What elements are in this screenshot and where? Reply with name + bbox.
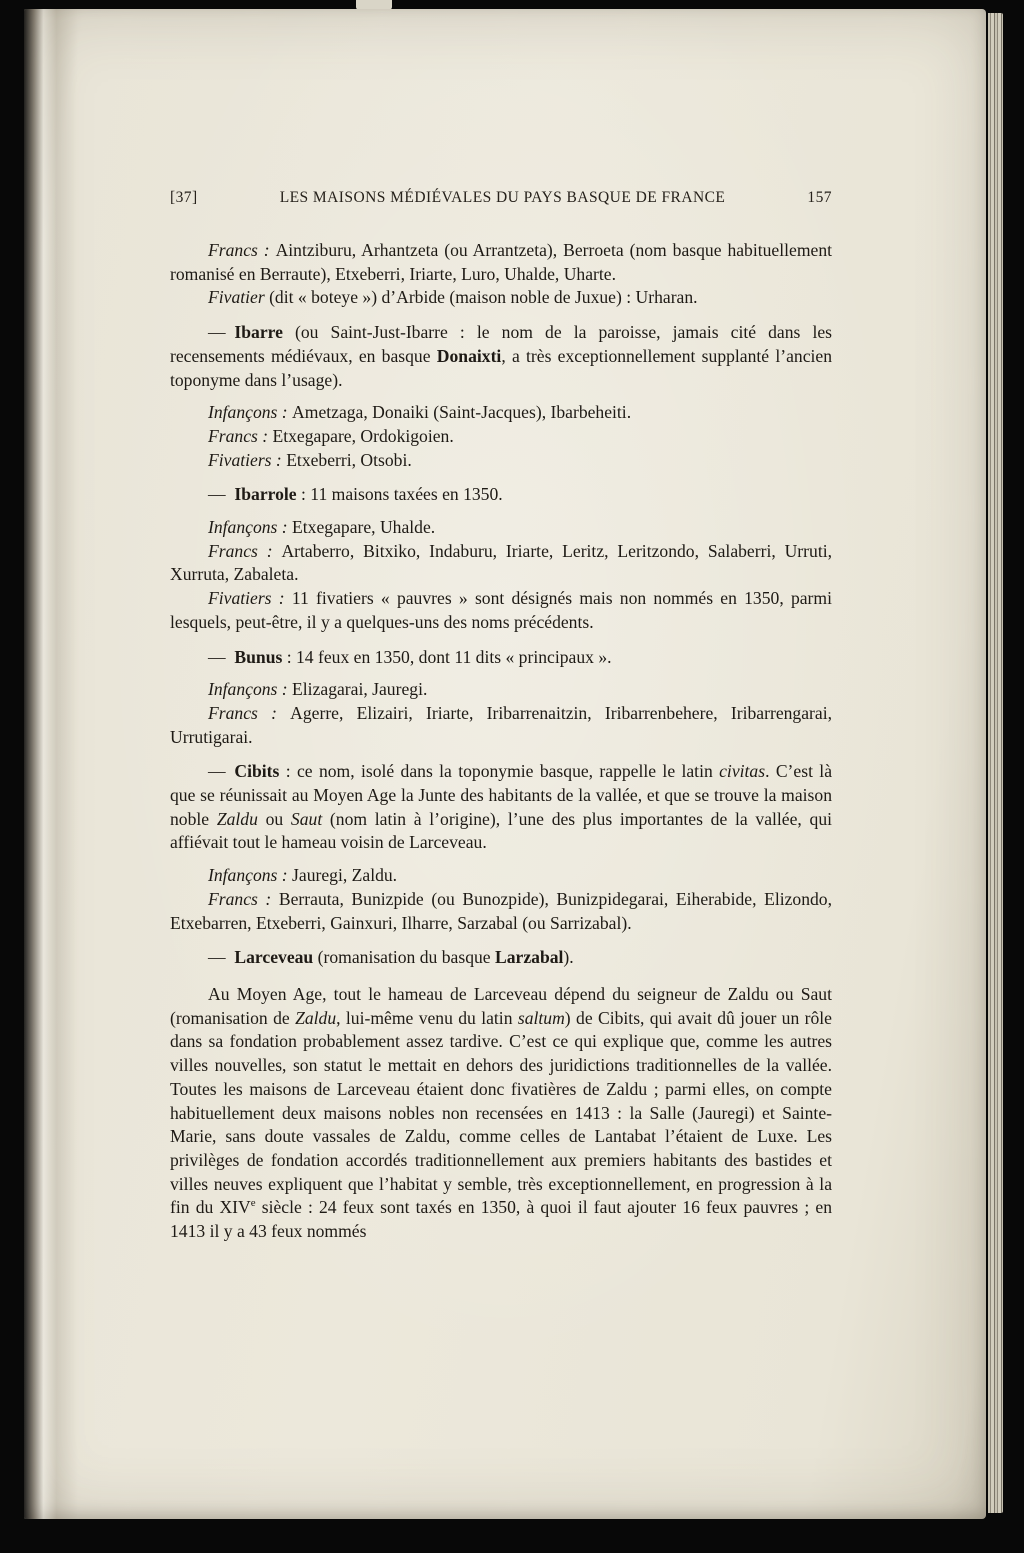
paragraph (170, 983, 832, 1244)
text-segment: (ou Saint-Just-Ibarre : le nom de la paroisse, jamais cité dans les recensements médiévaux, en basque (170, 322, 832, 366)
text-segment: Larzabal (495, 947, 564, 968)
text-segment: Francs : (208, 240, 276, 260)
paragraph (170, 587, 832, 634)
text-segment: Saut (290, 808, 323, 829)
article-bracket-number: [37] (170, 189, 198, 206)
text-segment: Ibarrole (234, 484, 297, 505)
text-segment: civitas (719, 761, 766, 782)
paragraph (170, 516, 832, 540)
text-segment: — (208, 947, 235, 968)
text-segment: Fivatiers : (208, 588, 292, 609)
text-segment: Etxegapare, Ordokigoien. (272, 425, 454, 446)
text-block (170, 189, 832, 1244)
text-segment: : ce nom, isolé dans la toponymie basque, rappelle le latin (279, 761, 720, 782)
text-segment: Francs : (208, 425, 273, 446)
text-segment: siècle : 24 feux sont taxés en 1350, à quoi il faut ajouter 16 feux pauvres ; en 1413 il y a 43 feux nommés (170, 1197, 832, 1242)
paragraph (170, 483, 832, 507)
text-segment: Fivatier (208, 287, 270, 308)
text-segment: Infançons : (208, 402, 293, 423)
text-segment: Berrauta, Bunizpide (ou Bunozpide), Bunizpidegarai, Eiherabide, Elizondo, Etxebarren, Etxeberri, Gainxuri, Ilharre, Sarzabal (ou Sarrizabal). (170, 888, 832, 933)
text-segment: . C’est là que se réunissait au Moyen Age la Junte des habitants de la vallée, et que se trouve la maison noble (170, 761, 833, 829)
book-page (24, 9, 986, 1519)
paragraph (170, 760, 832, 855)
text-segment: Etxegapare, Uhalde. (292, 517, 436, 538)
text-segment: 11 fivatiers « pauvres » sont désignés mais non nommés en 1350, parmi lesquels, peut-être, il y a quelques-uns des noms précédents. (170, 588, 832, 632)
text-segment: ) de Cibits, qui avait dû jouer un rôle dans sa fondation probablement assez tardive. C’est ce qui explique que, comme les autres villes nouvelles, son statut le mettait en dehors des juridictions traditionnelles de la vallée. Toutes les maisons de Larceveau étaient donc fivatières de Zaldu ; parmi elles, on compte habituellement deux maisons nobles non recensées en 1413 : la Salle (Jauregi) et Sainte-Marie, sans doute vassales de Zaldu, comme celles de Lantabat l’étaient de Luxe. Les privilèges de fondation accordés traditionnellement aux premiers habitants des bastides et villes neuves expliquent que l’habitat y semble, très exceptionnellement, en progression à la fin du XIV (170, 1007, 832, 1218)
text-segment: saltum (517, 1007, 565, 1028)
text-segment: : 14 feux en 1350, dont 11 dits « principaux ». (282, 646, 612, 667)
text-segment: Agerre, Elizairi, Iriarte, Iribarrenaitzin, Iribarrenbehere, Iribarrengarai, Urrutigarai. (170, 702, 832, 747)
text-segment: — (208, 484, 235, 505)
page-number: 157 (807, 189, 832, 206)
paragraph (170, 702, 832, 749)
text-segment: — (208, 761, 235, 782)
body-text (170, 239, 832, 1244)
text-segment: Au Moyen Age, tout le hameau de Larceveau dépend du seigneur de Zaldu ou Saut (romanisation de (170, 983, 832, 1028)
text-segment: , lui-même venu du latin (336, 1007, 518, 1028)
text-segment: Francs : (208, 540, 282, 561)
text-segment: Ibarre (234, 322, 283, 343)
text-segment: Infançons : (208, 679, 293, 700)
text-segment: (dit « boteye ») d’Arbide (maison noble de Juxue) : Urharan. (269, 287, 698, 308)
paragraph (170, 449, 832, 473)
text-segment: Francs : (208, 702, 291, 723)
text-segment: (nom latin à l’origine), l’une des plus importantes de la vallée, qui affiévait tout le hameau voisin de Larceveau. (170, 808, 833, 853)
text-segment: Zaldu (216, 808, 258, 829)
paragraph (170, 401, 832, 425)
page-header (170, 189, 832, 207)
paragraph (170, 425, 832, 449)
paragraph (170, 864, 832, 888)
text-segment: Ametzaga, Donaiki (Saint-Jacques), Ibarbeheiti. (292, 402, 632, 423)
text-segment: Bunus (234, 646, 283, 667)
binding-shadow (24, 9, 78, 1519)
text-segment: ). (563, 947, 574, 968)
paragraph (170, 286, 832, 310)
paragraph (170, 946, 832, 970)
text-segment: — (208, 322, 235, 343)
text-segment: Infançons : (208, 517, 293, 538)
paragraph (170, 321, 832, 392)
text-segment: Jauregi, Zaldu. (292, 865, 398, 886)
text-segment: Aintziburu, Arhantzeta (ou Arrantzeta), Berroeta (nom basque habituellement romanisé en Berraute), Etxeberri, Iriarte, Luro, Uhalde, Uharte. (170, 240, 832, 284)
page-edge-right (988, 13, 1003, 1513)
text-segment: (romanisation du basque (313, 947, 495, 968)
text-segment: Fivatiers : (208, 449, 287, 470)
running-title: LES MAISONS MÉDIÉVALES DU PAYS BASQUE DE FRANCE (279, 189, 726, 206)
text-segment: ou (257, 808, 291, 829)
text-segment: Francs : (208, 888, 279, 909)
paragraph (170, 888, 832, 935)
text-segment: Larceveau (234, 947, 314, 968)
text-segment: Infançons : (208, 865, 293, 886)
text-segment: Cibits (234, 761, 280, 782)
paragraph (170, 239, 832, 286)
text-segment: : 11 maisons taxées en 1350. (296, 484, 503, 505)
text-segment: Zaldu (295, 1007, 337, 1028)
text-segment: Elizagarai, Jauregi. (292, 679, 428, 700)
text-segment: Etxeberri, Otsobi. (286, 449, 412, 470)
text-segment: Donaixti (436, 345, 502, 366)
paragraph (170, 678, 832, 702)
text-segment: e (250, 1197, 256, 1210)
text-segment: Artaberro, Bitxiko, Indaburu, Iriarte, Leritz, Leritzondo, Salaberri, Urruti, Xurruta, Zabaleta. (170, 540, 832, 585)
text-segment: — (208, 646, 235, 667)
text-segment: , a très exceptionnellement supplanté l’ancien toponyme dans l’usage). (170, 345, 833, 390)
paragraph (170, 646, 832, 670)
paragraph (170, 540, 832, 587)
